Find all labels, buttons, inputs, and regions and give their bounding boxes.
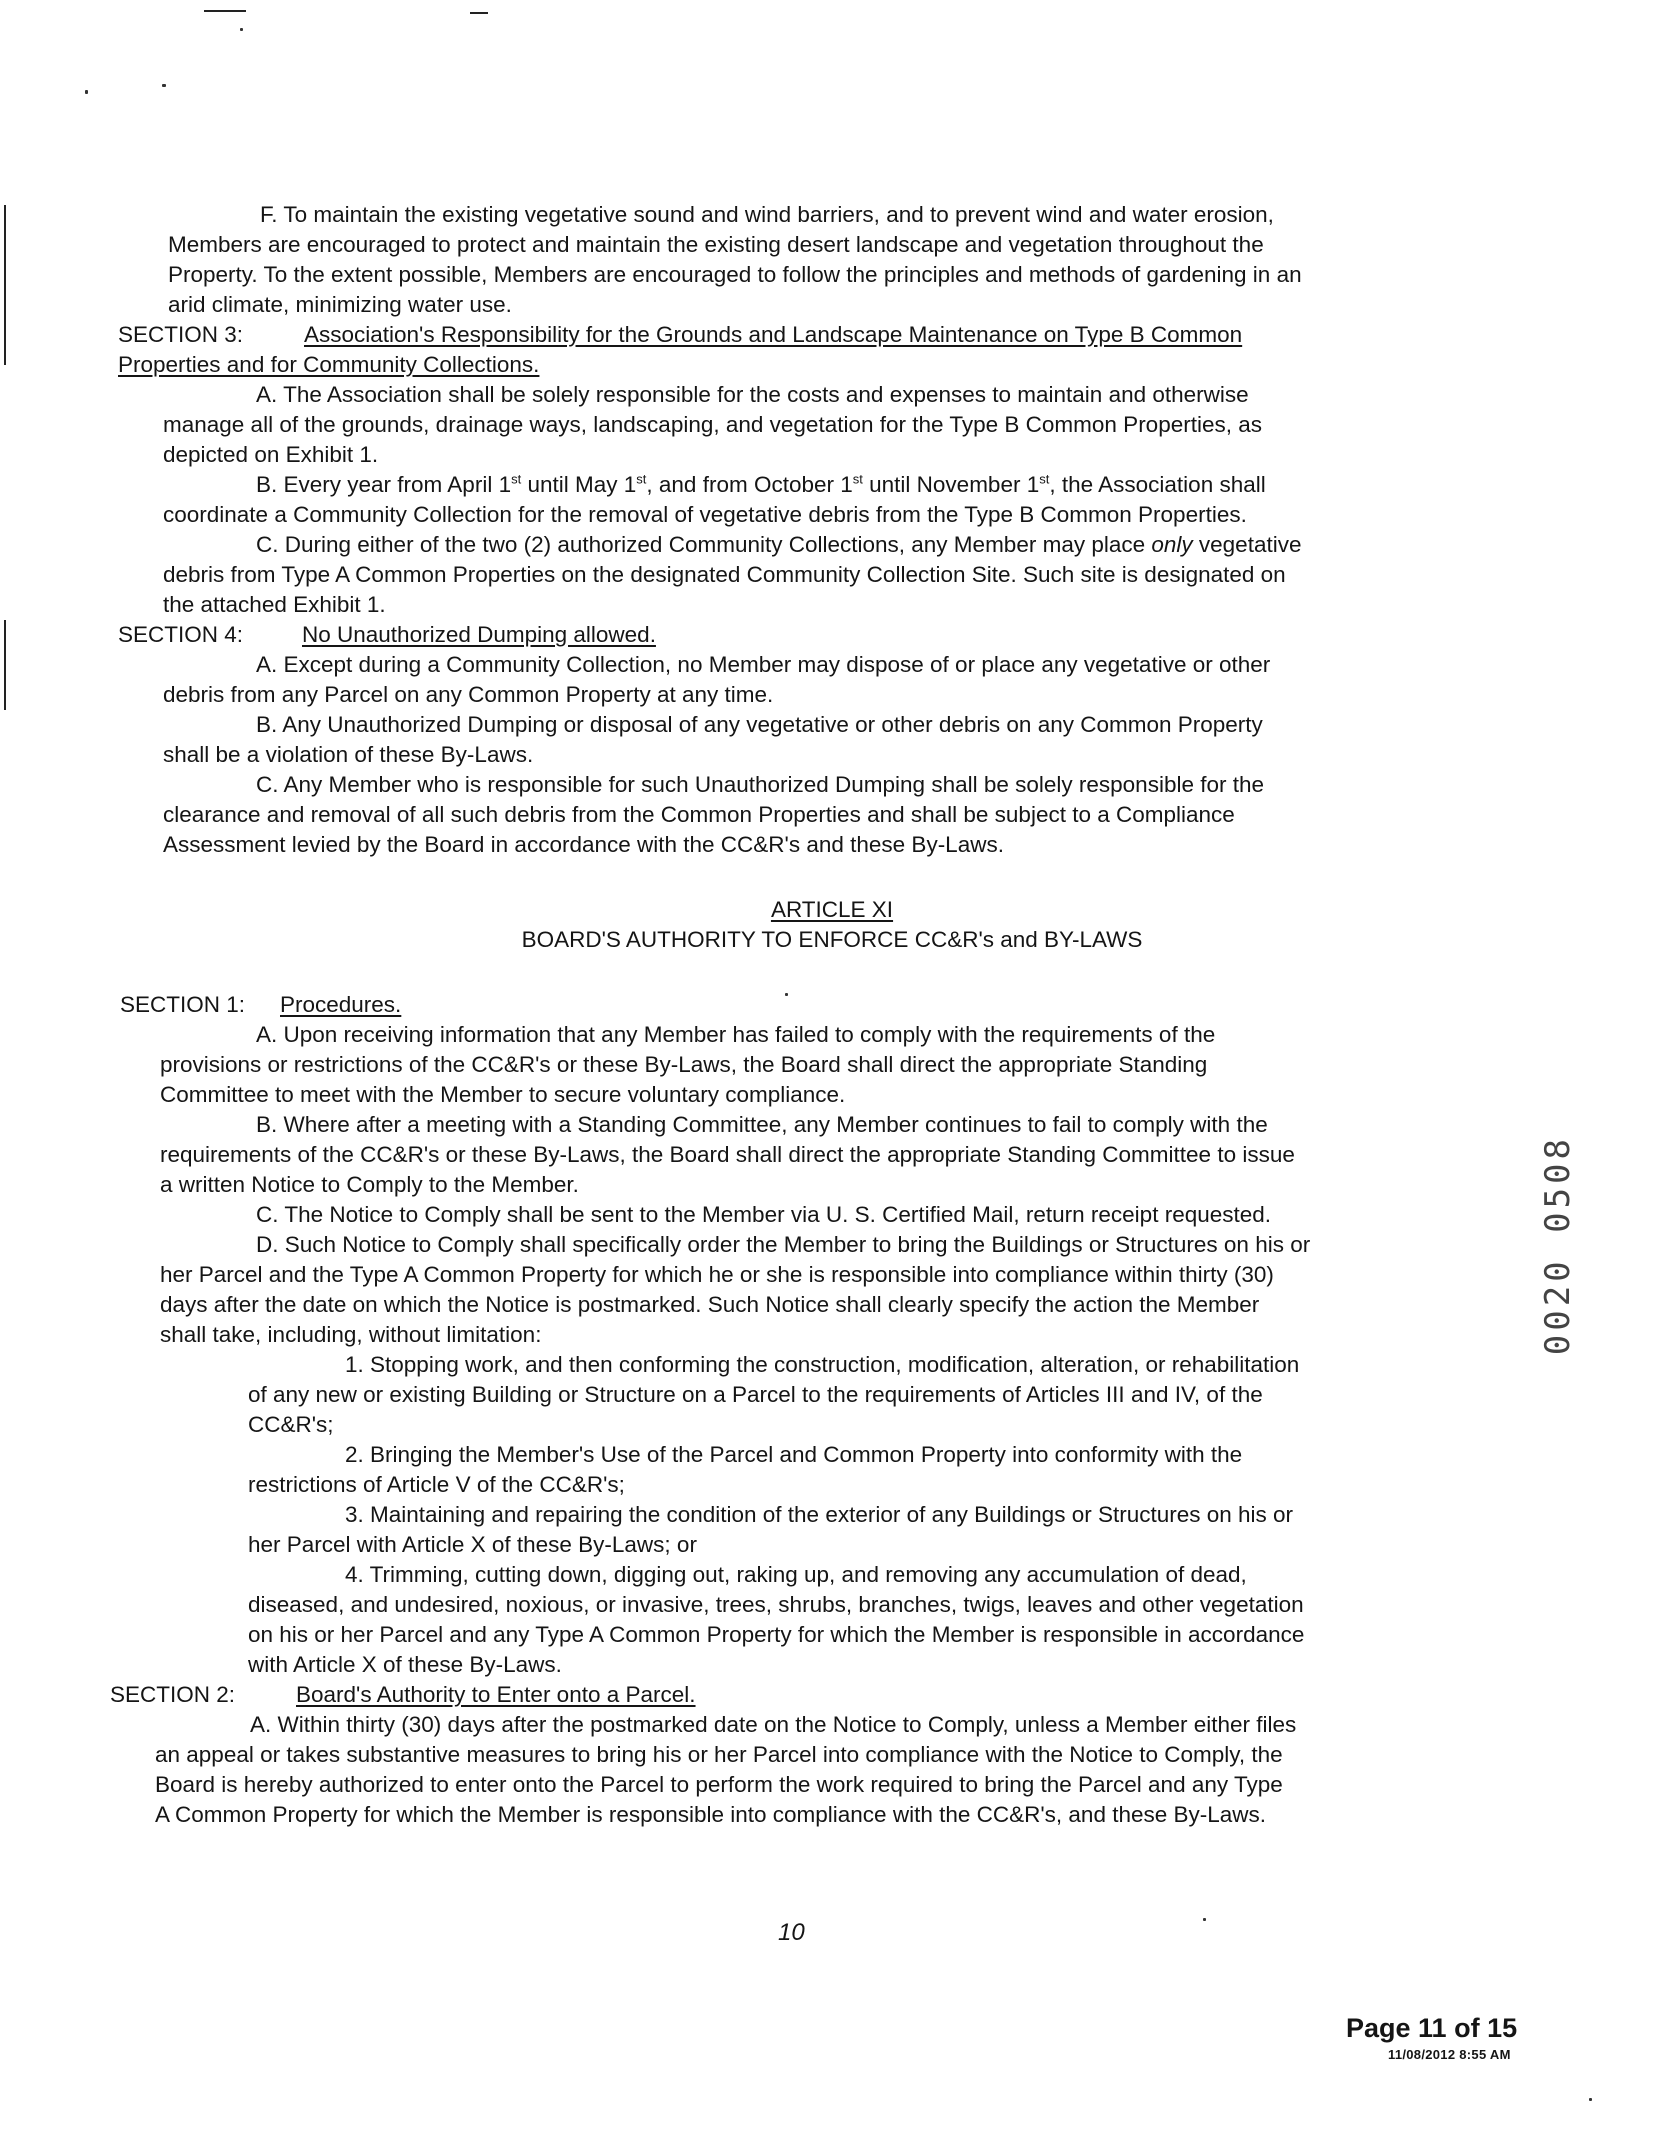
paragraph-line: A. The Association shall be solely responsible for the costs and expenses to maintain and otherwise [256, 382, 1249, 407]
paragraph-line: manage all of the grounds, drainage ways, landscaping, and vegetation for the Type B Common Properties, as [163, 412, 1262, 437]
paragraph-line: debris from any Parcel on any Common Property at any time. [163, 682, 774, 707]
section-3-heading: Association's Responsibility for the Grounds and Landscape Maintenance on Type B Common [304, 322, 1243, 347]
paragraph-line: shall take, including, without limitation: [160, 1322, 542, 1347]
list-item-line: diseased, and undesired, noxious, or invasive, trees, shrubs, branches, twigs, leaves and other vegetation [248, 1592, 1304, 1617]
paragraph-line: Committee to meet with the Member to secure voluntary compliance. [160, 1082, 846, 1107]
scan-margin-line [4, 205, 6, 365]
scan-speck [1589, 2098, 1592, 2101]
paragraph-line: D. Such Notice to Comply shall specifically order the Member to bring the Buildings or Structures on his or [256, 1232, 1311, 1257]
paragraph-line: Assessment levied by the Board in accordance with the CC&R's and these By-Laws. [163, 832, 1004, 857]
section-3-label: SECTION 3: [118, 322, 244, 347]
paragraph-line: Members are encouraged to protect and maintain the existing desert landscape and vegetation throughout the [168, 232, 1264, 257]
list-item-line: restrictions of Article V of the CC&R's; [248, 1472, 625, 1497]
paragraph-line: the attached Exhibit 1. [163, 592, 386, 617]
scan-speck [785, 993, 788, 996]
paragraph-line: C. Any Member who is responsible for such Unauthorized Dumping shall be solely responsible for the [256, 772, 1265, 797]
paragraph-line: days after the date on which the Notice is postmarked. Such Notice shall clearly specify the action the Member [160, 1292, 1260, 1317]
section-1-label: SECTION 1: [120, 992, 246, 1017]
paragraph-line: Board is hereby authorized to enter onto the Parcel to perform the work required to bring the Parcel and any Type [155, 1772, 1283, 1797]
paragraph-line: debris from Type A Common Properties on the designated Community Collection Site. Such site is designated on [163, 562, 1286, 587]
list-item-line: CC&R's; [248, 1412, 334, 1437]
paragraph-line: an appeal or takes substantive measures to bring his or her Parcel into compliance with the Notice to Comply, the [155, 1742, 1283, 1767]
scan-speck [162, 84, 166, 87]
section-2-heading: Board's Authority to Enter onto a Parcel. [296, 1682, 696, 1707]
paragraph-line: F. To maintain the existing vegetative sound and wind barriers, and to prevent wind and water erosion, [260, 202, 1274, 227]
list-item-line: on his or her Parcel and any Type A Common Property for which the Member is responsible in accordance [248, 1622, 1305, 1647]
recording-stamp: 0020 0508 [1538, 1135, 1578, 1356]
article-subtitle: BOARD'S AUTHORITY TO ENFORCE CC&R's and BY-LAWS [521, 927, 1143, 952]
scan-mark [470, 12, 488, 14]
section-3-heading: Properties and for Community Collections. [118, 352, 540, 377]
list-item-line: her Parcel with Article X of these By-Laws; or [248, 1532, 697, 1557]
footer-page-label: Page 11 of 15 [1346, 2013, 1518, 2043]
paragraph-line: arid climate, minimizing water use. [168, 292, 512, 317]
page-number: 10 [778, 1919, 805, 1946]
scan-speck [1203, 1918, 1206, 1921]
list-item-line: of any new or existing Building or Structure on a Parcel to the requirements of Articles III and IV, of the [248, 1382, 1263, 1407]
section-1-heading: Procedures. [280, 992, 402, 1017]
list-item-line: 1. Stopping work, and then conforming the construction, modification, alteration, or rehabilitation [345, 1352, 1300, 1377]
footer-timestamp: 11/08/2012 8:55 AM [1388, 2047, 1511, 2062]
paragraph-line: clearance and removal of all such debris from the Common Properties and shall be subject to a Compliance [163, 802, 1235, 827]
paragraph-line: B. Where after a meeting with a Standing Committee, any Member continues to fail to comply with the [256, 1112, 1268, 1137]
paragraph-line: shall be a violation of these By-Laws. [163, 742, 534, 767]
paragraph-line: B. Any Unauthorized Dumping or disposal of any vegetative or other debris on any Common Property [256, 712, 1263, 737]
section-4-label: SECTION 4: [118, 622, 244, 647]
list-item-line: with Article X of these By-Laws. [248, 1652, 562, 1677]
paragraph-line: B. Every year from April 1st until May 1st, and from October 1st until November 1st, the Association shall [256, 471, 1266, 497]
paragraph-line: a written Notice to Comply to the Member. [160, 1172, 579, 1197]
section-2-label: SECTION 2: [110, 1682, 236, 1707]
paragraph-line: her Parcel and the Type A Common Property for which he or she is responsible into compliance within thirty (30) [160, 1262, 1274, 1287]
scan-margin-line [4, 620, 6, 710]
article-title: ARTICLE XI [770, 897, 894, 922]
paragraph-line: requirements of the CC&R's or these By-Laws, the Board shall direct the appropriate Standing Committee to issue [160, 1142, 1295, 1167]
paragraph-line: C. The Notice to Comply shall be sent to the Member via U. S. Certified Mail, return receipt requested. [256, 1202, 1272, 1227]
scan-mark [204, 10, 246, 12]
scan-speck [85, 90, 88, 94]
paragraph-line: A. Upon receiving information that any Member has failed to comply with the requirements of the [256, 1022, 1216, 1047]
paragraph-line: C. During either of the two (2) authorized Community Collections, any Member may place only vegetative [256, 532, 1302, 557]
list-item-line: 3. Maintaining and repairing the condition of the exterior of any Buildings or Structures on his or [345, 1502, 1294, 1527]
scan-speck [240, 28, 243, 31]
paragraph-line: Property. To the extent possible, Members are encouraged to follow the principles and methods of gardening in an [168, 262, 1302, 287]
paragraph-line: depicted on Exhibit 1. [163, 442, 379, 467]
paragraph-line: A. Within thirty (30) days after the postmarked date on the Notice to Comply, unless a Member either files [250, 1712, 1297, 1737]
paragraph-line: A Common Property for which the Member is responsible into compliance with the CC&R's, and these By-Laws. [155, 1802, 1267, 1827]
paragraph-line: coordinate a Community Collection for the removal of vegetative debris from the Type B Common Properties. [163, 502, 1247, 527]
list-item-line: 4. Trimming, cutting down, digging out, raking up, and removing any accumulation of dead, [345, 1562, 1247, 1587]
paragraph-line: provisions or restrictions of the CC&R's or these By-Laws, the Board shall direct the appropriate Standing [160, 1052, 1208, 1077]
section-4-heading: No Unauthorized Dumping allowed. [302, 622, 656, 647]
list-item-line: 2. Bringing the Member's Use of the Parcel and Common Property into conformity with the [345, 1442, 1243, 1467]
paragraph-line: A. Except during a Community Collection, no Member may dispose of or place any vegetative or other [256, 652, 1271, 677]
